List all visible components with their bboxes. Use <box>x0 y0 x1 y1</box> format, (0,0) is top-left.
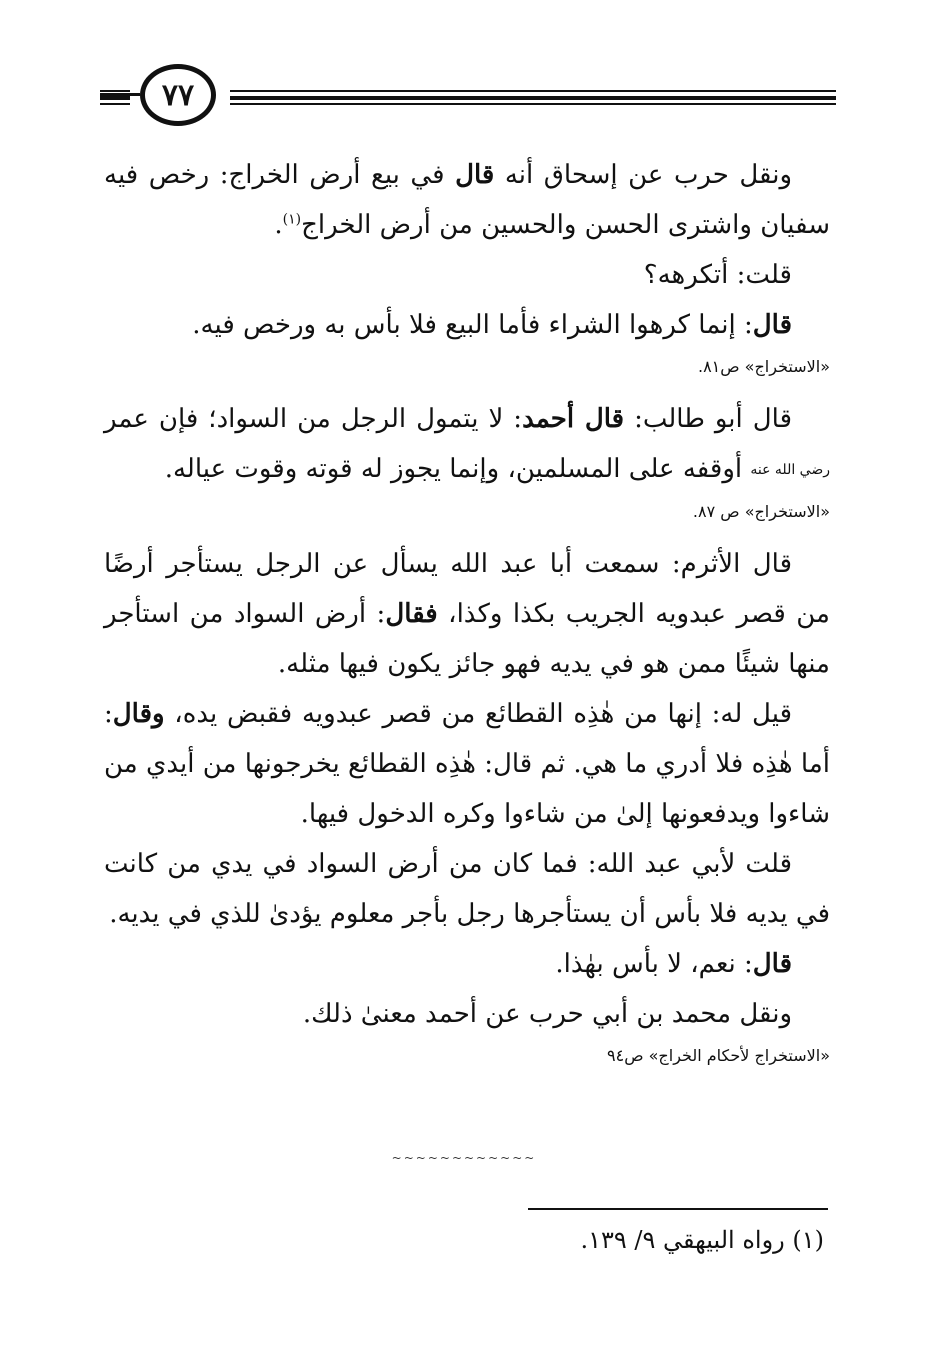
body-paragraph <box>104 300 830 350</box>
body-paragraph <box>104 250 830 300</box>
text-run: ونقل محمد بن أبي حرب عن أحمد معنىٰ ذلك. <box>302 999 792 1029</box>
body-paragraph <box>104 689 830 839</box>
body-paragraph <box>104 989 830 1039</box>
bold-term: قال <box>455 160 495 190</box>
page-number: ٧٧ <box>140 64 216 126</box>
source-citation: «الاستخراج لأحكام الخراج» ص٩٤ <box>607 1046 830 1065</box>
bold-term: فقال <box>385 599 438 629</box>
text-run: في بيع أرض الخراج: رخص فيه سفيان واشترى الحسن والحسين من أرض الخراج <box>104 160 830 240</box>
page-body <box>104 150 830 1083</box>
body-paragraph <box>104 394 830 495</box>
text-run: قلت: أتكرهه؟ <box>643 260 792 290</box>
source-citation: «الاستخراج» ص ٨٧. <box>692 502 830 521</box>
bold-term: قال أحمد <box>522 404 625 434</box>
bold-term: قال <box>752 310 792 340</box>
honorific: رضي الله عنه <box>750 462 830 478</box>
text-run: : نعم، لا بأس بهٰذا. <box>555 949 753 979</box>
bold-term: قال <box>752 949 792 979</box>
body-paragraph <box>104 150 830 250</box>
text-run: : أرض السواد من استأجر منها شيئًا ممن هو في يديه فهو جائز يكون فيها مثله. <box>104 599 830 679</box>
text-run: قال الأثرم: سمعت أبا عبد الله يسأل عن الرجل يستأجر أرضًا من قصر عبدويه الجريب بكذا وكذا، <box>104 549 830 629</box>
footnote: (١) رواه البيهقي ٩/ ١٣٩. <box>580 1226 824 1254</box>
text-run: : أما هٰذِه فلا أدري ما هي. ثم قال: هٰذِه القطائع يخرجونها من أيدي من شاءوا ويدفعونها إلىٰ من شاءوا وكره الدخول فيها. <box>104 699 830 829</box>
source-citation: «الاستخراج» ص٨١. <box>697 357 830 376</box>
text-run: : لا يتمول الرجل من السواد؛ فإن عمر <box>104 404 523 434</box>
header-lead-rule <box>100 93 140 96</box>
text-run: قال أبو طالب: <box>624 404 792 434</box>
section-ornament: ~~~~~~~~~~~~ <box>391 1151 537 1165</box>
bold-term: وقال <box>112 699 165 729</box>
text-run: . <box>274 210 283 240</box>
text-run: قلت لأبي عبد الله: فما كان من أرض السواد في يدي من كانت في يديه فلا بأس أن يستأجرها رجل بأجر معلوم يؤدىٰ للذي في يديه. <box>104 849 830 929</box>
footnote-marker: (١) <box>282 211 302 228</box>
body-paragraph <box>104 939 830 989</box>
text-run: أوقفه على المسلمين، وإنما يجوز له قوته وقوت عياله. <box>164 454 751 484</box>
footnote-rule <box>528 1208 828 1210</box>
text-run: ونقل حرب عن إسحاق أنه <box>494 160 792 190</box>
text-run: قيل له: إنها من هٰذِه القطائع من قصر عبدويه فقبض يده، <box>164 699 792 729</box>
body-paragraph <box>104 539 830 689</box>
text-run: : إنما كرهوا الشراء فأما البيع فلا بأس به ورخص فيه. <box>192 310 753 340</box>
page-header <box>100 62 836 132</box>
body-paragraph <box>104 839 830 939</box>
